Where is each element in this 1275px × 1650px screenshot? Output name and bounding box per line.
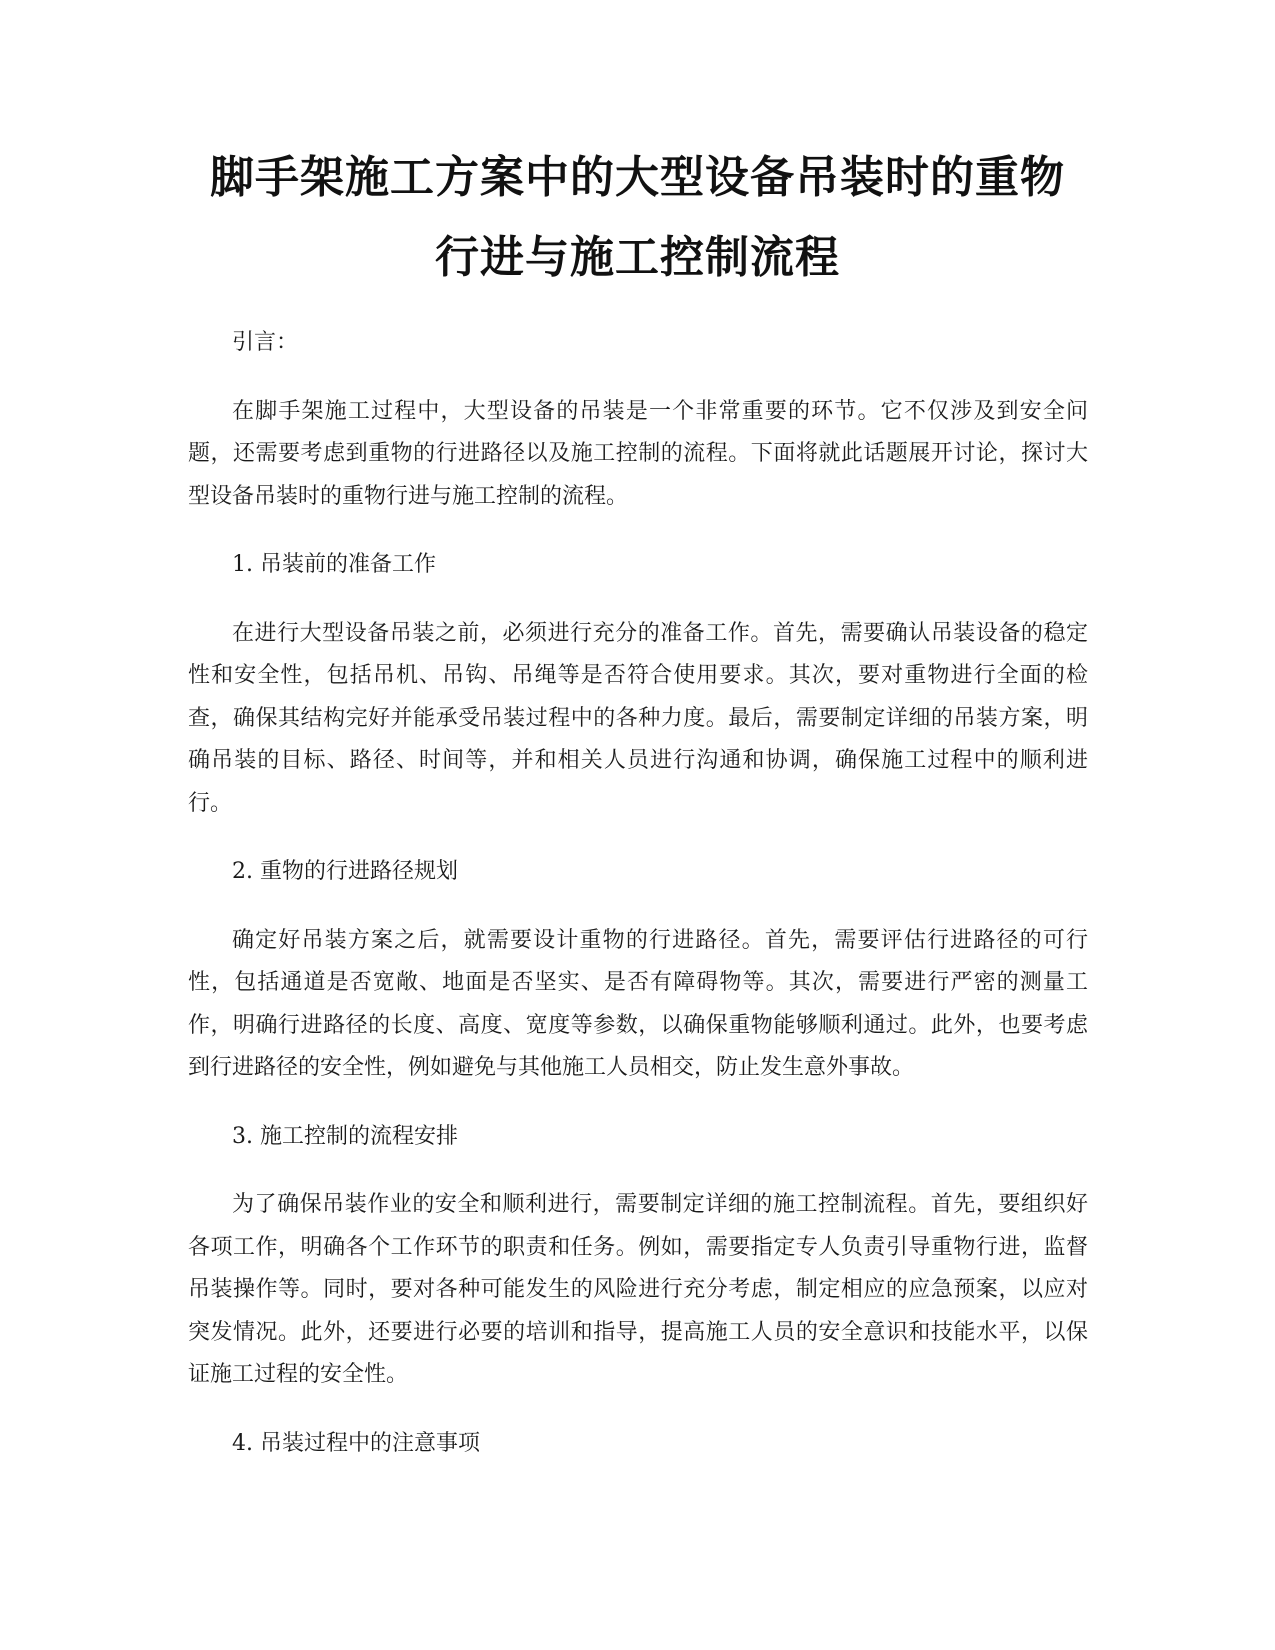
document-body [188,322,1088,1491]
intro-label: 引言： [232,330,299,355]
title-line-1: 脚手架施工方案中的大型设备吊装时的重物 [210,152,1065,203]
section-2-heading: 2. 重物的行进路径规划 [232,859,458,884]
section-1-paragraph: 在进行大型设备吊装之前，必须进行充分的准备工作。首先，需要确认吊装设备的稳定性和安全性，包括吊机、吊钩、吊绳等是否符合使用要求。其次，要对重物进行全面的检查，确保其结构完好并能承受吊装过程中的各种力度。最后，需要制定详细的吊装方案，明确吊装的目标、路径、时间等，并和相关人员进行沟通和协调，确保施工过程中的顺利进行。 [188,620,1088,816]
document-title [150,138,1125,298]
section-3-heading: 3. 施工控制的流程安排 [232,1123,458,1149]
title-line-2: 行进与施工控制流程 [435,232,840,283]
section-3-paragraph: 为了确保吊装作业的安全和顺利进行，需要制定详细的施工控制流程。首先，要组织好各项工作，明确各个工作环节的职责和任务。例如，需要指定专人负责引导重物行进，监督吊装操作等。同时，要对各种可能发生的风险进行充分考虑，制定相应的应急预案，以应对突发情况。此外，还要进行必要的培训和指导，提高施工人员的安全意识和技能水平，以保证施工过程的安全性。 [188,1192,1088,1387]
intro-paragraph: 在脚手架施工过程中，大型设备的吊装是一个非常重要的环节。它不仅涉及到安全问题，还需要考虑到重物的行进路径以及施工控制的流程。下面将就此话题展开讨论，探讨大型设备吊装时的重物行进与施工控制的流程。 [188,398,1088,509]
section-2-paragraph: 确定好吊装方案之后，就需要设计重物的行进路径。首先，需要评估行进路径的可行性，包括通道是否宽敞、地面是否坚实、是否有障碍物等。其次，需要进行严密的测量工作，明确行进路径的长度、高度、宽度等参数，以确保重物能够顺利通过。此外，也要考虑到行进路径的安全性，例如避免与其他施工人员相交，防止发生意外事故。 [188,927,1088,1080]
section-1-heading: 1. 吊装前的准备工作 [232,552,436,577]
section-4-heading: 4. 吊装过程中的注意事项 [232,1430,480,1456]
